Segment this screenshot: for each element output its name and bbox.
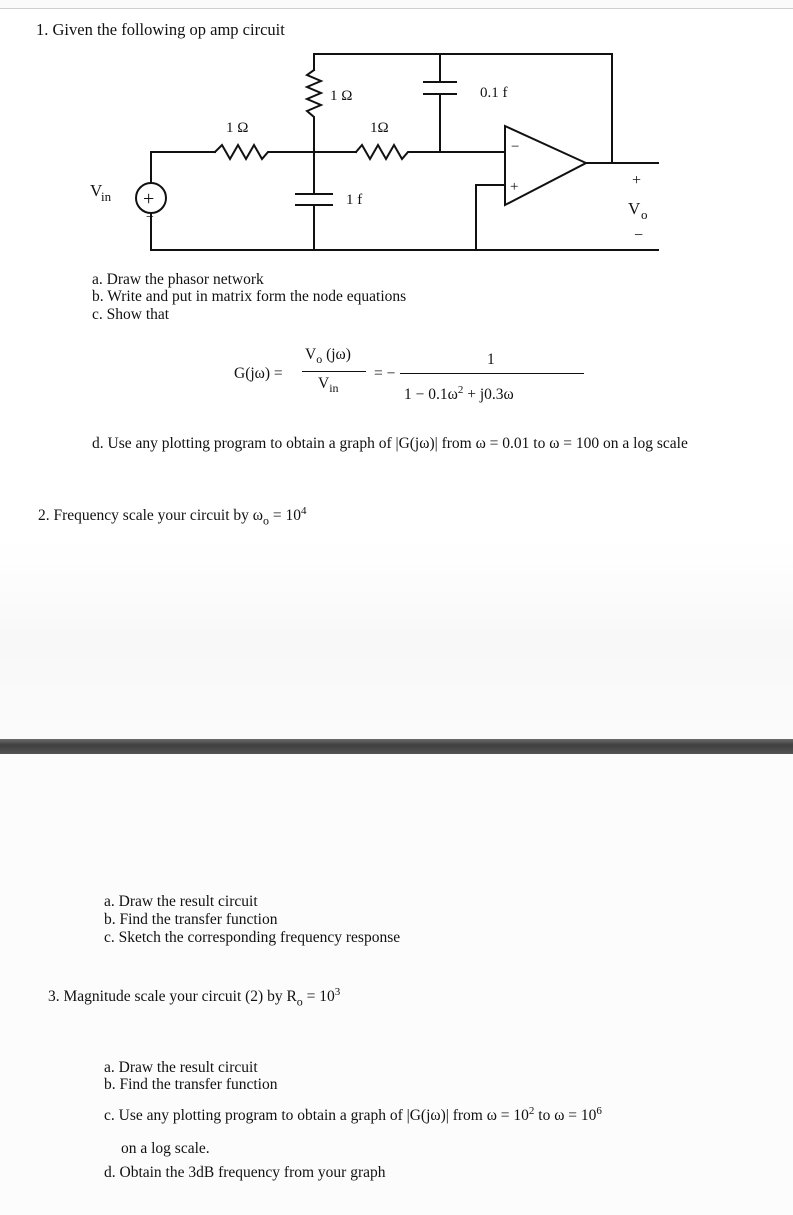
eq-fraction-bar-2 [400,373,584,374]
eq-rhs-numerator: 1 [487,351,495,368]
p3-part-c-continued: on a log scale. [121,1140,210,1157]
p1-part-c: c. Show that [92,306,170,323]
problem-1-heading: 1. Given the following op amp circuit [36,20,285,39]
page-divider [0,739,793,754]
p3-part-c: c. Use any plotting program to obtain a graph of |G(jω)| from $\omega = 10^2$ to $\omega = 10^6$ [104,1105,602,1125]
feedback-resistor [307,70,321,152]
p1-part-d: d. Use any plotting program to obtain a graph of |G(jω)| from ω = 0.01 to ω = 100 on a log scale [92,435,688,452]
p2-part-c: c. Sketch the corresponding frequency response [104,929,401,946]
problem-3-heading: 3. Magnitude scale your circuit (2) by $R_o = 10^3$ [48,986,341,1009]
eq-numerator: $V_o$ (jω) [305,346,351,367]
right-resistor [356,145,440,159]
eq-equals-minus: = − [374,365,396,382]
opamp-minus-input: − [511,139,520,155]
p3-part-a: a. Draw the result circuit [104,1059,258,1076]
output-plus-sign: + [632,172,642,189]
eq-fraction-bar-1 [302,371,366,372]
scan-shading [0,540,793,739]
label-c-ground: 1 f [346,192,363,208]
label-r-right: 1Ω [370,120,389,136]
eq-rhs-denominator: $1 - 0.1\omega^2 + j0.3\omega$ [404,384,514,404]
label-vo: V [628,199,641,218]
p2-part-a: a. Draw the result circuit [104,893,258,910]
lower-page-background [0,754,793,1215]
p3-part-b: b. Find the transfer function [104,1076,278,1093]
source-minus-sign: − [146,210,154,225]
label-c-feedback: 0.1 f [480,85,508,101]
left-resistor [215,145,356,159]
p1-part-a: a. Draw the phasor network [92,271,264,288]
eq-lhs: G(jω) = [234,365,283,382]
p1-part-b: b. Write and put in matrix form the node equations [92,288,407,305]
source-plus-sign: + [143,188,155,210]
p3-part-d: d. Obtain the 3dB frequency from your graph [104,1164,386,1181]
label-r-left: 1 Ω [226,120,249,136]
opamp-plus-input: + [510,179,519,195]
page-top-edge [0,0,793,9]
p2-part-b: b. Find the transfer function [104,911,278,928]
label-vin-sub: in [101,189,112,204]
problem-2-heading: 2. Frequency scale your circuit by $\omega_o = 10^4$ [38,505,307,528]
label-vin: V [90,181,103,200]
label-r-feedback: 1 Ω [330,88,353,104]
label-vo-sub: o [641,207,648,222]
output-minus-sign: − [634,227,644,244]
eq-denominator: $V_{in}$ [318,375,339,396]
